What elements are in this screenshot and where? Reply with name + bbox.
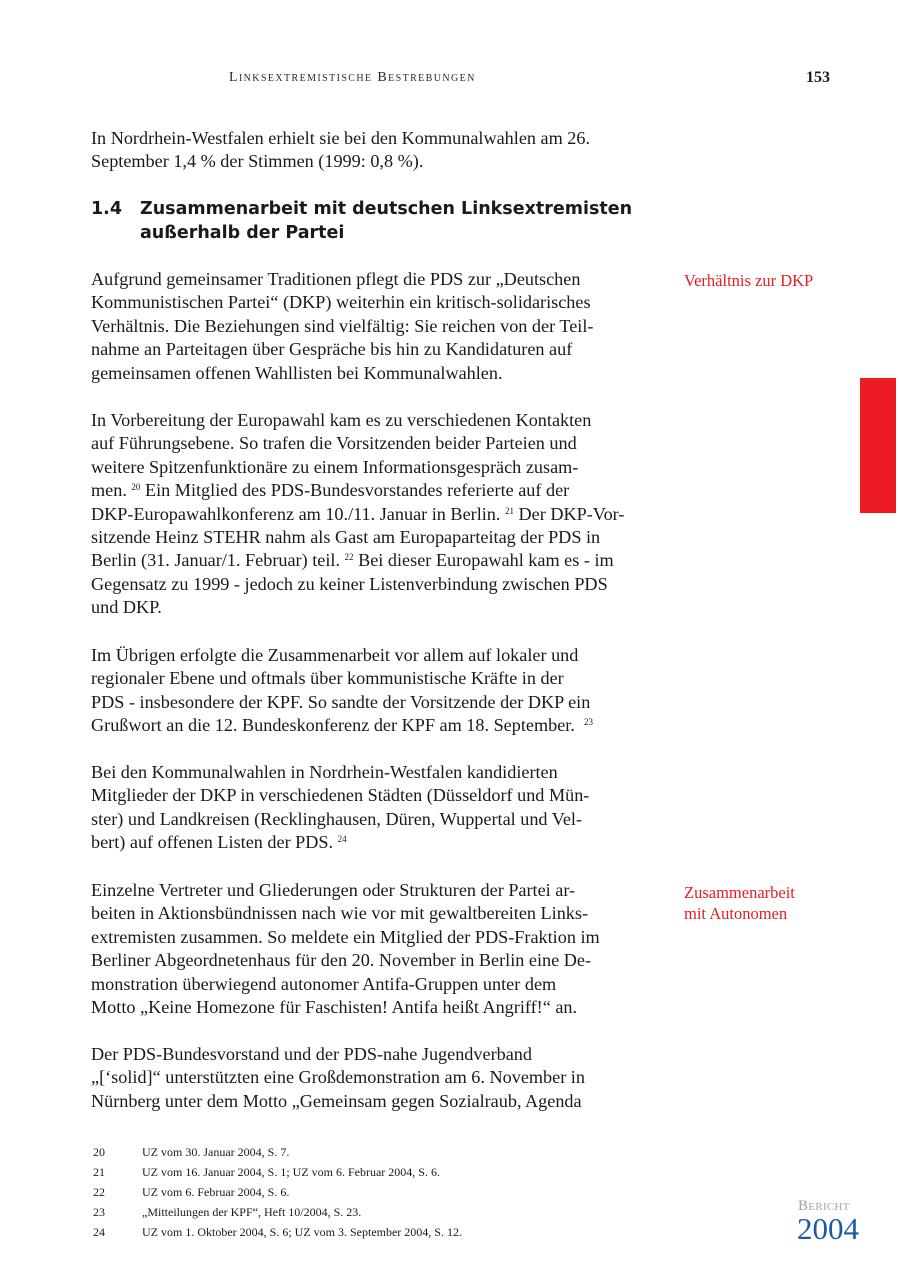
footnote (93, 1162, 613, 1182)
text-line: In Nordrhein-Westfalen erhielt sie bei den Kommunalwahlen am 26. (91, 128, 591, 148)
footnote-text: UZ vom 16. Januar 2004, S. 1; UZ vom 6. Februar 2004, S. 6. (142, 1165, 440, 1179)
text-line: PDS - insbesondere der KPF. So sandte der Vorsitzende der DKP ein (91, 691, 591, 712)
margin-note-autonome (684, 882, 854, 924)
text-line: Mitglieder der DKP in verschiedenen Städten (Düsseldorf und Mün- (91, 785, 590, 806)
footnote-text: UZ vom 6. Februar 2004, S. 6. (142, 1185, 290, 1199)
footnote-ref[interactable]: 20 (131, 482, 141, 493)
text-line: Berlin (31. Januar/1. Februar) teil. (91, 550, 340, 571)
text-line: und DKP. (91, 597, 162, 618)
text-line: Der DKP-Vor- (518, 503, 625, 524)
text-line: Nürnberg unter dem Motto „Gemeinsam gegen Sozialraub, Agenda (91, 1090, 582, 1111)
footnote-text: UZ vom 1. Oktober 2004, S. 6; UZ vom 3. September 2004, S. 12. (142, 1225, 462, 1239)
text-line: Verhältnis. Die Beziehungen sind vielfältig: Sie reichen von der Teil- (91, 315, 594, 336)
margin-note-line: Zusammenarbeit (684, 883, 795, 902)
paragraph-europawahl (91, 409, 666, 620)
logo-word: Bericht (798, 1198, 850, 1214)
footnote-number: 23 (93, 1205, 105, 1219)
footnote (93, 1202, 613, 1222)
footnote-number: 22 (93, 1185, 105, 1199)
text-line: monstration überwiegend autonomer Antifa-Gruppen unter dem (91, 973, 557, 994)
text-line: Motto „Keine Homezone für Faschisten! Antifa heißt Angriff!“ an. (91, 997, 578, 1018)
footnote (93, 1142, 613, 1162)
text-line: sitzende Heinz STEHR nahm als Gast am Europaparteitag der PDS in (91, 527, 601, 548)
text-line: September 1,4 % der Stimmen (1999: 0,8 %). (91, 151, 424, 172)
footnote-text: UZ vom 30. Januar 2004, S. 7. (142, 1145, 290, 1159)
footnote-ref[interactable]: 24 (337, 834, 347, 845)
chapter-thumb-tab (860, 378, 896, 513)
text-line: gemeinsamen offenen Wahllisten bei Kommunalwahlen. (91, 362, 503, 383)
text-line: weitere Spitzenfunktionäre zu einem Informationsgespräch zusam- (91, 456, 579, 477)
section-title-line: außerhalb der Partei (140, 222, 345, 243)
text-line: Berliner Abgeordnetenhaus für den 20. November in Berlin eine De- (91, 950, 591, 971)
text-line: extremisten zusammen. So meldete ein Mitglied der PDS-Fraktion im (91, 926, 600, 947)
footnotes (93, 1142, 613, 1242)
footnote-number: 24 (93, 1225, 105, 1239)
text-line: Grußwort an die 12. Bundeskonferenz der KPF am 18. September. (91, 715, 575, 736)
text-line: regionaler Ebene und oftmals über kommunistische Kräfte in der (91, 668, 564, 689)
footnote (93, 1222, 613, 1242)
footnote-ref[interactable]: 21 (505, 505, 514, 516)
logo-year: 2004 (797, 1211, 859, 1246)
text-line: nahme an Parteitagen über Gespräche bis hin zu Kandidaturen auf (91, 339, 573, 360)
text-line: bert) auf offenen Listen der PDS. (91, 832, 334, 853)
section-heading (91, 198, 666, 245)
text-line: Kommunistischen Partei“ (DKP) weiterhin ein kritisch-solidarisches (91, 292, 591, 313)
section-title-line: Zusammenarbeit mit deutschen Linksextremisten (140, 199, 633, 219)
text-line: Aufgrund gemeinsamer Traditionen pflegt die PDS zur „Deutschen (91, 269, 581, 289)
footnote (93, 1182, 613, 1202)
running-header: Linksextremistische Bestrebungen (229, 70, 476, 85)
text-line: DKP-Europawahlkonferenz am 10./11. Januar in Berlin. (91, 503, 501, 524)
paragraph-local-cooperation (91, 644, 666, 738)
text-line: In Vorbereitung der Europawahl kam es zu verschiedenen Kontakten (91, 410, 592, 430)
footnote-text: „Mitteilungen der KPF“, Heft 10/2004, S. 23. (142, 1205, 362, 1219)
text-line: Einzelne Vertreter und Gliederungen oder Strukturen der Partei ar- (91, 880, 576, 900)
footnote-number: 20 (93, 1145, 105, 1159)
section-title (140, 198, 666, 245)
text-line: Ein Mitglied des PDS-Bundesvorstandes referierte auf der (144, 480, 570, 501)
text-line: Bei dieser Europawahl kam es - im (358, 550, 614, 571)
paragraph-autonome (91, 879, 666, 1019)
paragraph-nrw-elections (91, 761, 666, 855)
paragraph-dkp-relationship (91, 268, 666, 385)
section-number: 1.4 (91, 199, 123, 219)
footnote-ref[interactable]: 22 (344, 552, 354, 563)
paragraph-nuernberg (91, 1043, 666, 1113)
margin-note-line: mit Autonomen (684, 904, 788, 923)
text-line: Der PDS-Bundesvorstand und der PDS-nahe Jugendverband (91, 1044, 532, 1064)
text-line: ster) und Landkreisen (Recklinghausen, Düren, Wuppertal und Vel- (91, 808, 583, 829)
report-logo (798, 1198, 878, 1244)
text-line: men. (91, 480, 127, 501)
text-line: auf Führungsebene. So trafen die Vorsitzenden beider Parteien und (91, 433, 577, 454)
footnote-number: 21 (93, 1165, 105, 1179)
page-number: 153 (806, 69, 830, 86)
intro-paragraph (91, 127, 666, 174)
text-line: Bei den Kommunalwahlen in Nordrhein-Westfalen kandidierten (91, 762, 558, 782)
text-line: Im Übrigen erfolgte die Zusammenarbeit vor allem auf lokaler und (91, 645, 579, 665)
text-line: Gegensatz zu 1999 - jedoch zu keiner Listenverbindung zwischen PDS (91, 573, 608, 594)
text-line: „[‘solid]“ unterstützten eine Großdemonstration am 6. November in (91, 1067, 585, 1088)
margin-note-line: Verhältnis zur DKP (684, 271, 814, 290)
text-line: beiten in Aktionsbündnissen nach wie vor mit gewaltbereiten Links- (91, 903, 589, 924)
footnote-ref[interactable]: 23 (583, 717, 593, 728)
margin-note-dkp (684, 270, 854, 291)
